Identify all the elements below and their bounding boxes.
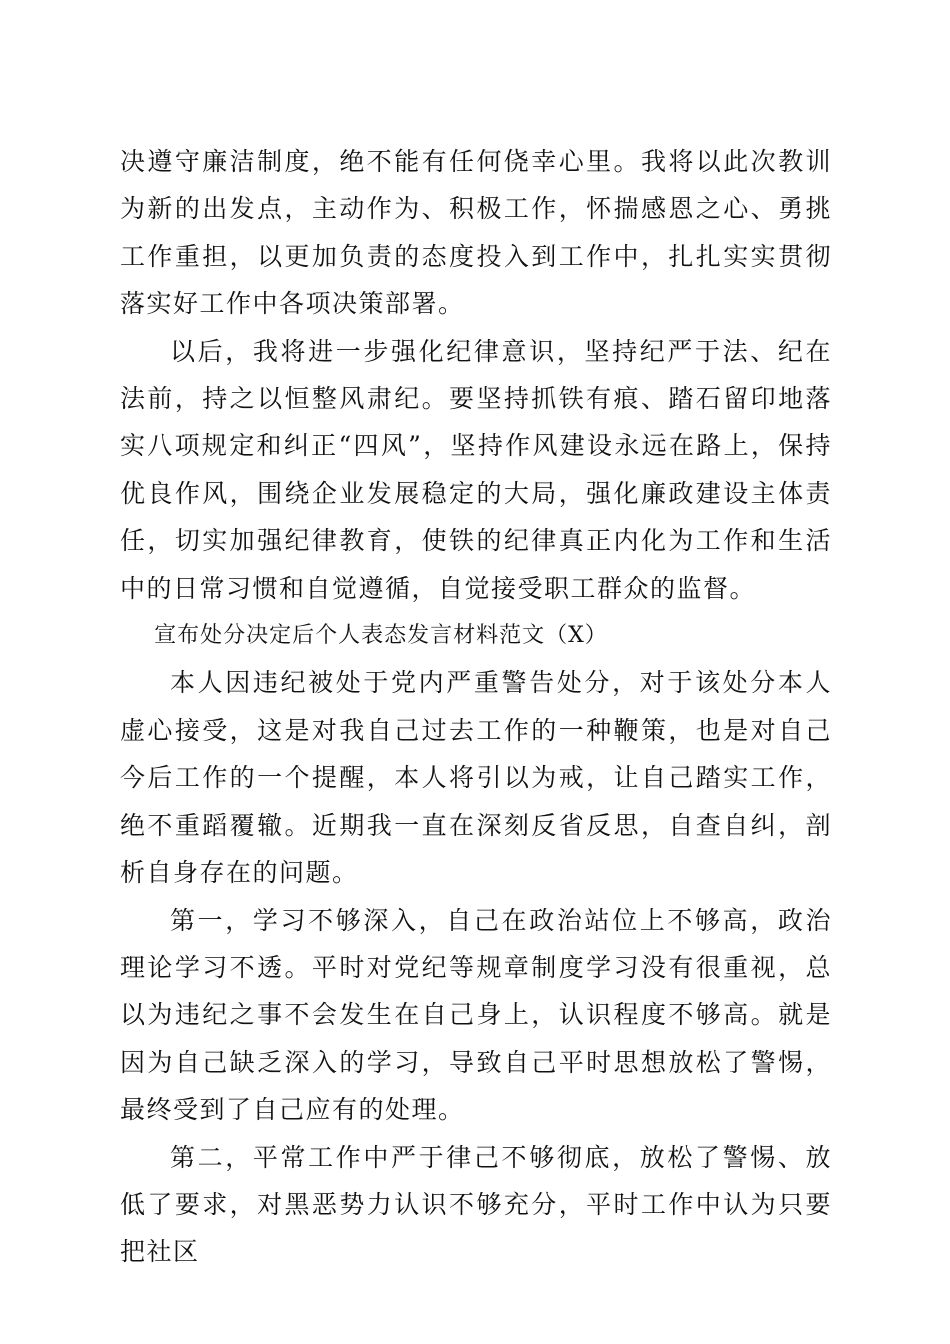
paragraph-point-two: 第二，平常工作中严于律己不够彻底，放松了警惕、放低了要求，对黑恶势力认识不够充分，平时工作中认为只要把社区 — [120, 1142, 832, 1267]
paragraph-acceptance: 本人因违纪被处于党内严重警告处分，对于该处分本人虚心接受，这是对我自己过去工作的一种鞭策，也是对自己今后工作的一个提醒，本人将引以为戒，让自己踏实工作，绝不重蹈覆辙。近期我一直在深刻反省反思，自查自纠，剖析自身存在的问题。 — [120, 668, 832, 888]
section-heading: 宣布处分决定后个人表态发言材料范文（X） — [154, 623, 608, 649]
paragraph-point-one: 第一，学习不够深入，自己在政治站位上不够高，政治理论学习不透。平时对党纪等规章制度学习没有很重视，总以为违纪之事不会发生在自己身上，认识程度不够高。就是因为自己缺乏深入的学习，导致自己平时思想放松了警惕，最终受到了自己应有的处理。 — [120, 905, 832, 1125]
document-body — [120, 138, 832, 1276]
paragraph-discipline-commitment: 以后，我将进一步强化纪律意识，坚持纪严于法、纪在法前，持之以恒整风肃纪。要坚持抓铁有痕、踏石留印地落实八项规定和纠正“四风”，坚持作风建设永远在路上，保持优良作风，围绕企业发展稳定的大局，强化廉政建设主体责任，切实加强纪律教育，使铁的纪律真正内化为工作和生活中的日常习惯和自觉遵循，自觉接受职工群众的监督。 — [120, 336, 832, 603]
paragraph-continuation: 决遵守廉洁制度，绝不能有任何侥幸心里。我将以此次教训为新的出发点，主动作为、积极工作，怀揣感恩之心、勇挑工作重担，以更加负责的态度投入到工作中，扎扎实实贯彻落实好工作中各项决策部署。 — [120, 147, 832, 319]
